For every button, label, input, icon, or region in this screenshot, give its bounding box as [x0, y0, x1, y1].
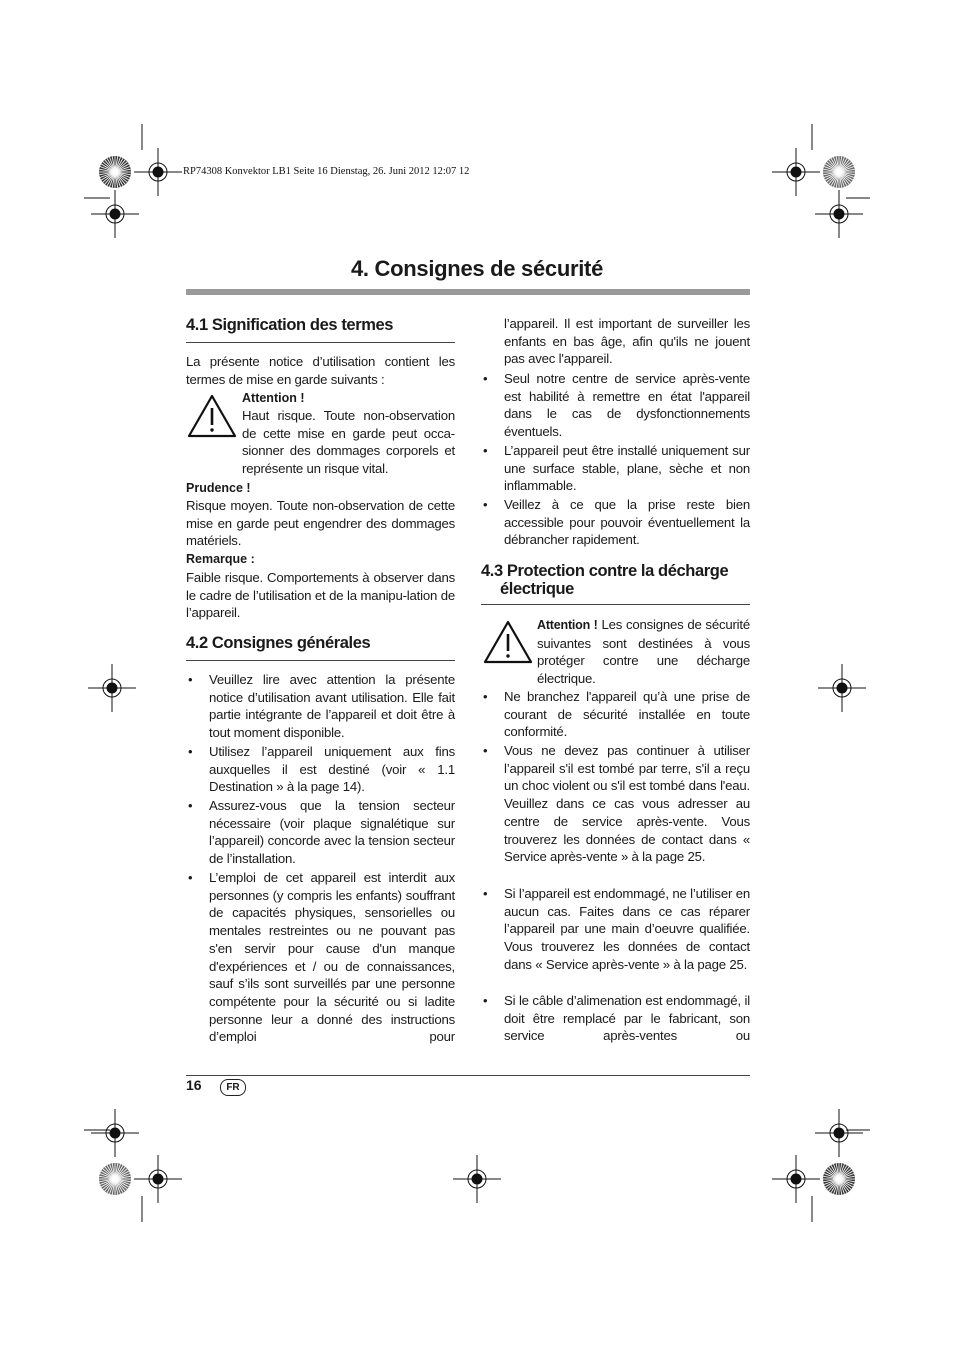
crosshair-target — [453, 1155, 501, 1203]
radial-registration-mark — [823, 156, 855, 188]
language-badge: FR — [220, 1079, 246, 1096]
section-4-3-heading-line2: électrique — [500, 580, 574, 598]
attention-paragraph — [537, 616, 750, 688]
print-header-line: RP74308 Konvektor LB1 Seite 16 Dienstag, 26. Juni 2012 12:07 12 — [183, 166, 470, 177]
crosshair-target — [815, 190, 863, 238]
list-item: Veillez à ce que la prise reste bien accessible pour pouvoir éventuellement la débrancher rapidement. — [504, 497, 750, 548]
bullet: • — [188, 672, 193, 687]
attention-label: Attention ! — [242, 391, 305, 405]
remarque-text: Faible risque. Comportements à observer dans le cadre de l’utilisation et de la manipu-lation de l’appareil. — [186, 570, 455, 621]
bullet: • — [188, 744, 193, 759]
list-item: Seul notre centre de service après-vente est habilité à remettre en état l'appareil dans le cas de dysfonctionnements éventuels. — [504, 371, 750, 440]
crosshair-target — [772, 1155, 820, 1203]
section-4-1-intro: La présente notice d’utilisation contient les termes de mise en garde suivants : — [186, 354, 455, 387]
list-item: L’emploi de cet appareil est interdit aux personnes (y compris les enfants) souffrant de capacités physiques, sensorielles ou mentales restreintes ou ne pouvant pas s'en servir pour cause d'un manque d'expériences et / ou de connaissances, sauf s’ils sont surveillés par une personne compétente pour la sécurité ou si ladite personne leur a donné des instructions d’emploi pour — [209, 870, 455, 1045]
list-item: Utilisez l’appareil uniquement aux fins auxquelles il est destiné (voir « 1.1 Destination » à la page 14). — [209, 744, 455, 795]
prudence-text: Risque moyen. Toute non-observation de cette mise en garde peut engendrer des dommages matériels. — [186, 498, 455, 549]
crosshair-target — [134, 1155, 182, 1203]
bullet: • — [483, 886, 488, 901]
warning-triangle-icon — [187, 394, 237, 438]
crosshair-target — [91, 190, 139, 238]
bullet: • — [483, 689, 488, 704]
title-underline-bar — [186, 289, 750, 295]
crosshair-target — [815, 1109, 863, 1157]
bullet: • — [483, 993, 488, 1008]
bullet: • — [483, 443, 488, 458]
section-4-3-rule — [481, 604, 750, 605]
bullet: • — [483, 497, 488, 512]
list-item: Si le câble d’alimenation est endommagé, il doit être remplacé par le fabricant, son service après-ventes ou — [504, 993, 750, 1044]
list-item: Si l’appareil est endommagé, ne l’utiliser en aucun cas. Faites dans ce cas réparer l’appareil par une main d’oeuvre qualifiée. Vous trouverez les données de contact dans « Service après-vente » à la page 25. — [504, 886, 750, 972]
crosshair-target — [88, 664, 136, 712]
section-4-1-rule — [186, 342, 455, 343]
section-4-1-heading: 4.1 Signification des termes — [186, 316, 394, 334]
attention-label: Attention ! — [537, 618, 598, 632]
section-4-2-heading: 4.2 Consignes générales — [186, 634, 371, 652]
crosshair-target — [772, 148, 820, 196]
footer-rule — [186, 1075, 750, 1076]
crosshair-target — [134, 148, 182, 196]
crosshair-target — [818, 664, 866, 712]
attention-text: Les consignes de sécurité suivantes sont destinées à vous protéger contre une décharge électrique. — [537, 617, 750, 687]
bullet: • — [188, 798, 193, 813]
list-item: L’appareil peut être installé uniquement sur une surface stable, plane, sèche et non inflammable. — [504, 443, 750, 494]
warning-triangle-icon — [483, 620, 533, 664]
section-4-2-rule — [186, 660, 455, 661]
bullet: • — [483, 743, 488, 758]
bullet: • — [188, 870, 193, 885]
radial-registration-mark — [823, 1163, 855, 1195]
list-item: Ne branchez l'appareil qu’à une prise de courant de sécurité installée en toute conformité. — [504, 689, 750, 740]
crosshair-target — [91, 1109, 139, 1157]
radial-registration-mark — [99, 156, 131, 188]
radial-registration-mark — [99, 1163, 131, 1195]
page-number: 16 — [186, 1077, 202, 1093]
list-item-continuation: l’appareil. Il est important de surveiller les enfants en bas âge, afin qu'ils ne jouent pas avec l'appareil. — [504, 316, 750, 367]
attention-text: Haut risque. Toute non-observation de cette mise en garde peut occa-sionner des dommages corporels et représente un risque vital. — [242, 408, 455, 477]
list-item: Veuillez lire avec attention la présente notice d’utilisation avant utilisation. Elle fait partie intégrante de l’appareil et doit être à tout moment disponible. — [209, 672, 455, 741]
list-item: Vous ne devez pas continuer à utiliser l’appareil s'il est tombé par terre, s'il a reçu un choc violent ou s'il est tombé dans l'eau. Veuillez dans ce cas vous adresser au centre de service après-vente. Vous trouverez les données de contact dans « Service après-vente » à la page 25. — [504, 743, 750, 865]
bullet: • — [483, 371, 488, 386]
page-title: 4. Consignes de sécurité — [351, 256, 603, 281]
remarque-label: Remarque : — [186, 552, 255, 566]
section-4-3-heading: 4.3 Protection contre la décharge — [481, 562, 729, 580]
prudence-label: Prudence ! — [186, 481, 251, 495]
list-item: Assurez-vous que la tension secteur nécessaire (voir plaque signalétique sur l’appareil) concorde avec la tension secteur de l’installation. — [209, 798, 455, 867]
